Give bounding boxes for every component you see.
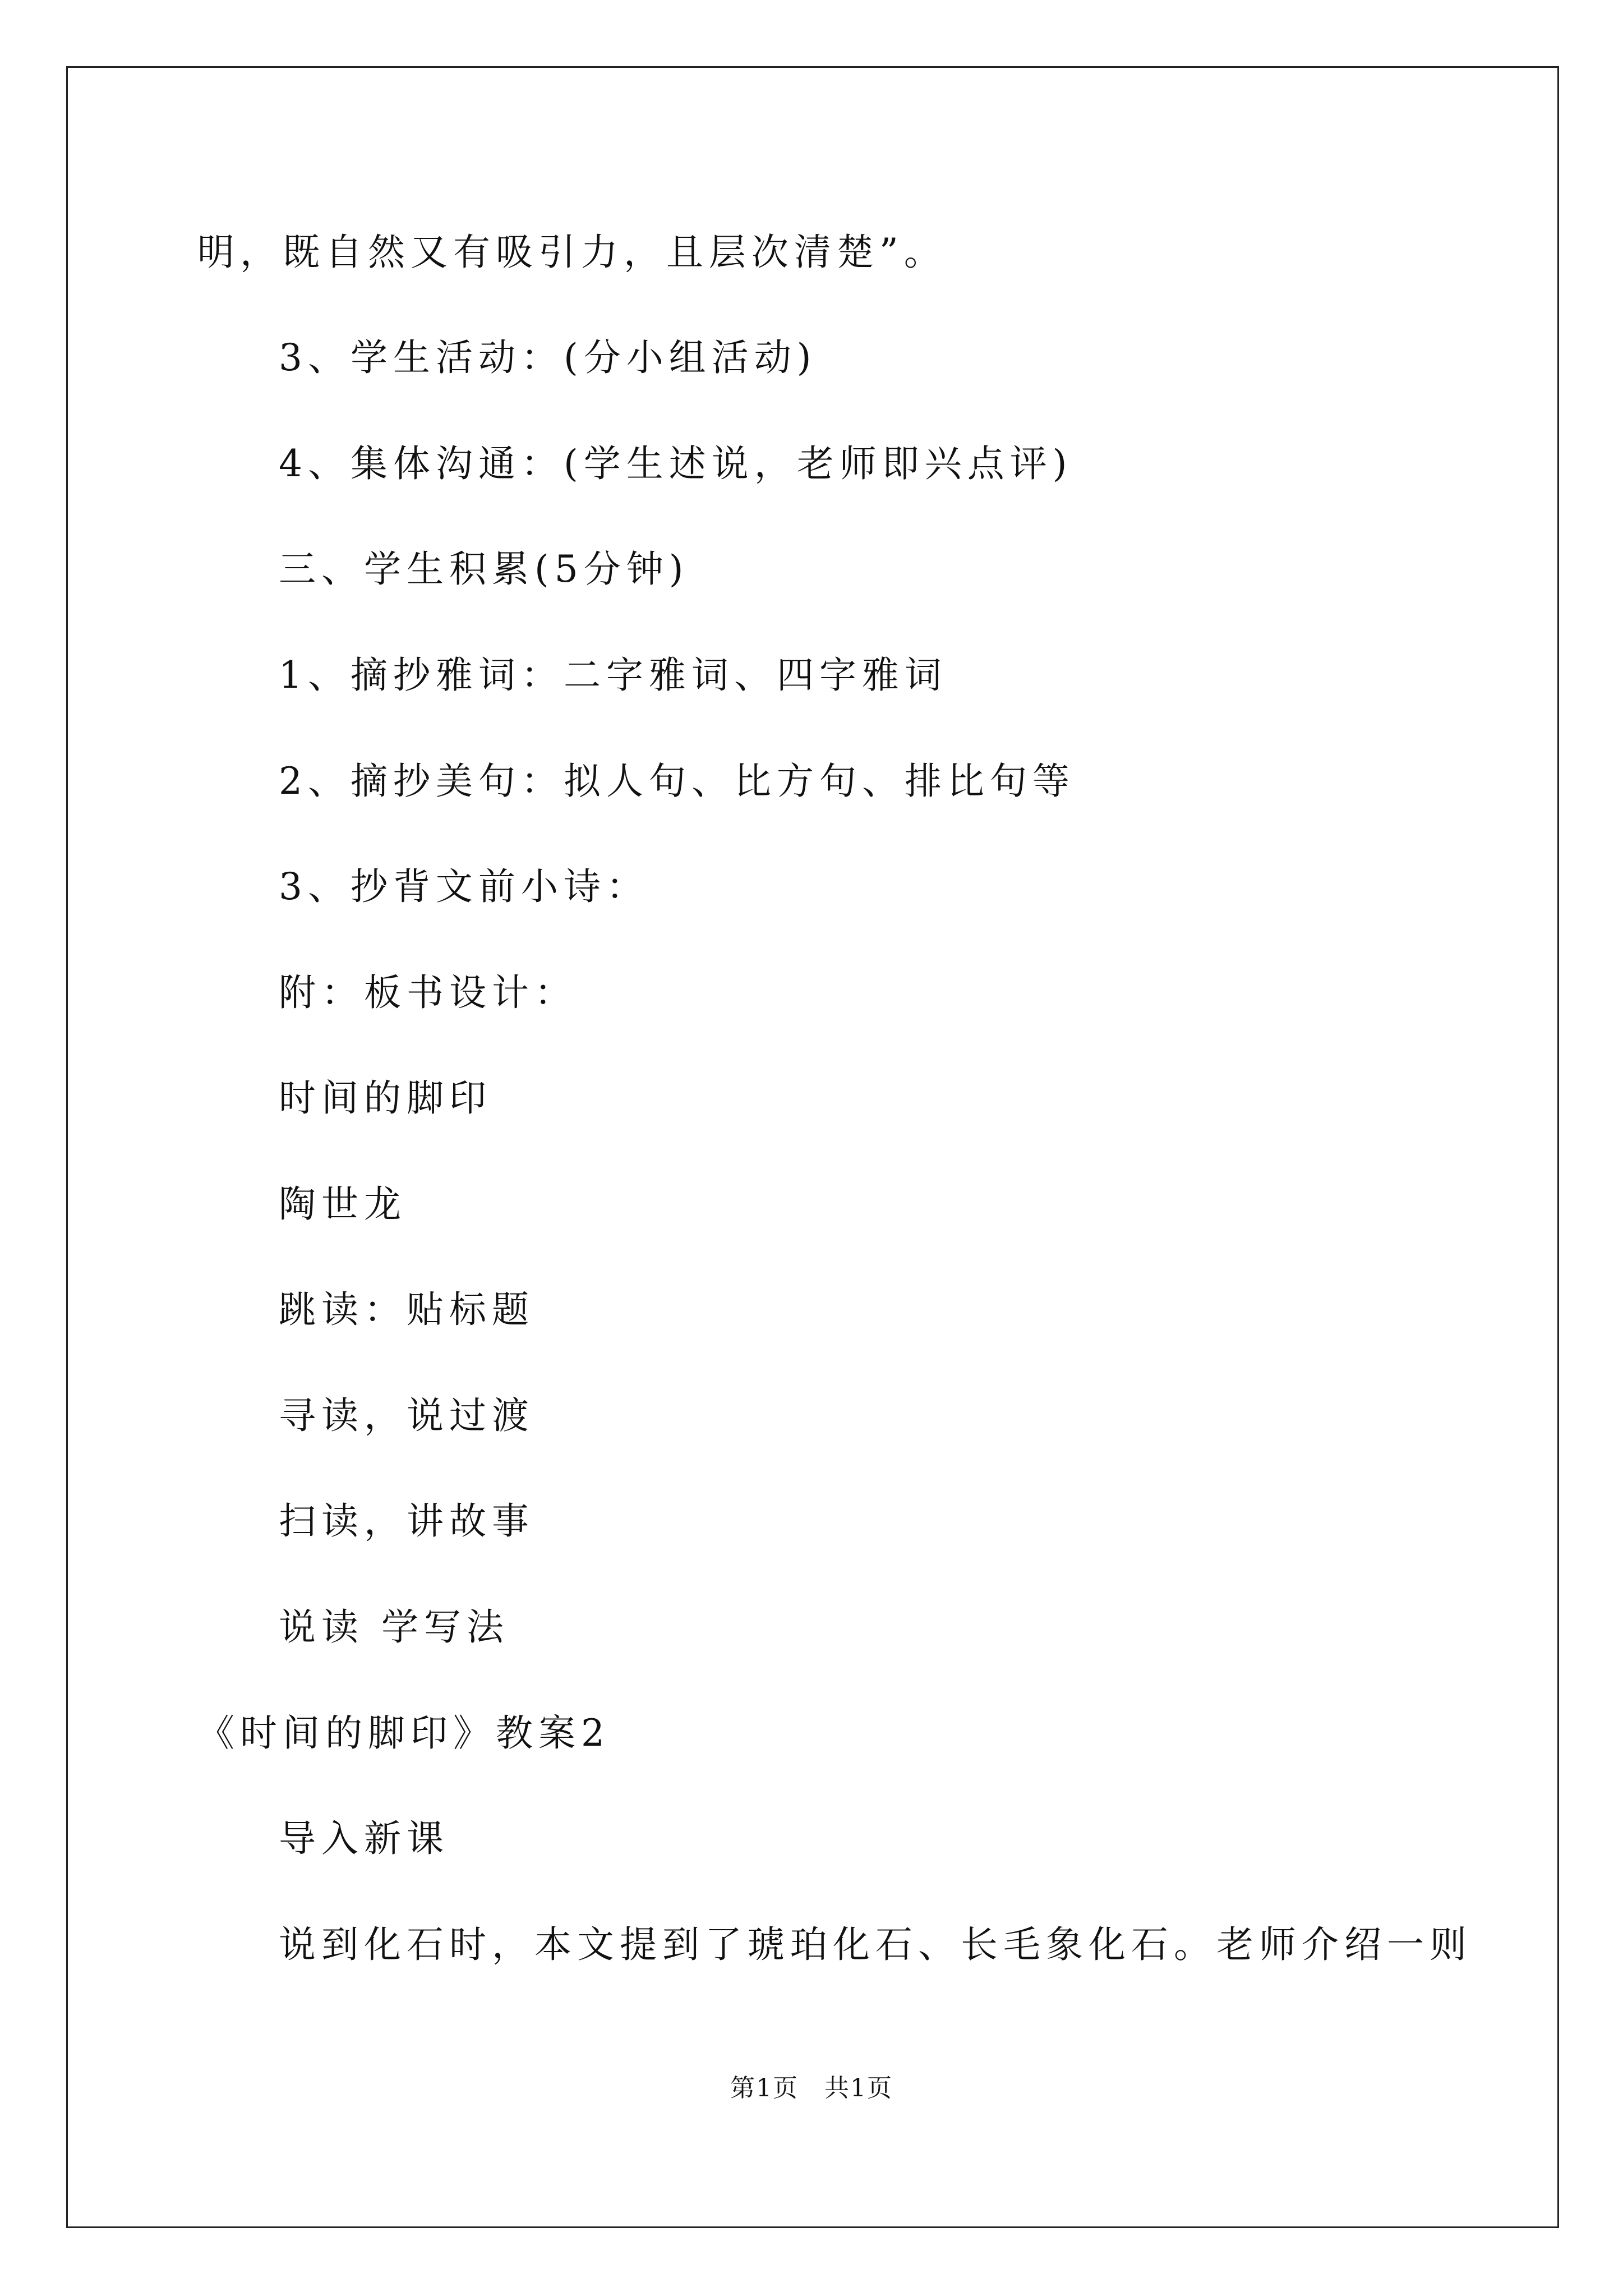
page-border [66,66,1559,2228]
paragraph-line: 附：板书设计： [279,971,577,1014]
paragraph-line: 2、摘抄美句：拟人句、比方句、排比句等 [279,760,1075,803]
paragraph-line: 说到化石时，本文提到了琥珀化石、长毛象化石。老师介绍一则 [279,1923,1472,1966]
blackboard-item: 扫读，讲故事 [279,1499,534,1543]
paragraph-line: 4、集体沟通：(学生述说，老师即兴点评) [279,442,1073,485]
paragraph-line: 3、抄背文前小诗： [279,865,649,908]
lesson-plan-title: 《时间的脚印》教案2 [197,1711,610,1755]
blackboard-item: 说读 学写法 [279,1605,509,1649]
section-heading: 导入新课 [279,1817,449,1860]
paragraph-line: 明，既自然又有吸引力，且层次清楚”。 [197,231,947,274]
paragraph-line: 1、摘抄雅词：二字雅词、四字雅词 [279,654,947,697]
paragraph-line: 3、学生活动：(分小组活动) [279,336,817,379]
blackboard-item: 跳读：贴标题 [279,1288,534,1331]
blackboard-title: 时间的脚印 [279,1076,492,1120]
section-heading: 三、学生积累(5分钟) [279,547,689,591]
page-footer: 第1页 共1页 [730,2074,893,2102]
blackboard-author: 陶世龙 [279,1182,407,1226]
blackboard-item: 寻读，说过渡 [279,1394,534,1437]
